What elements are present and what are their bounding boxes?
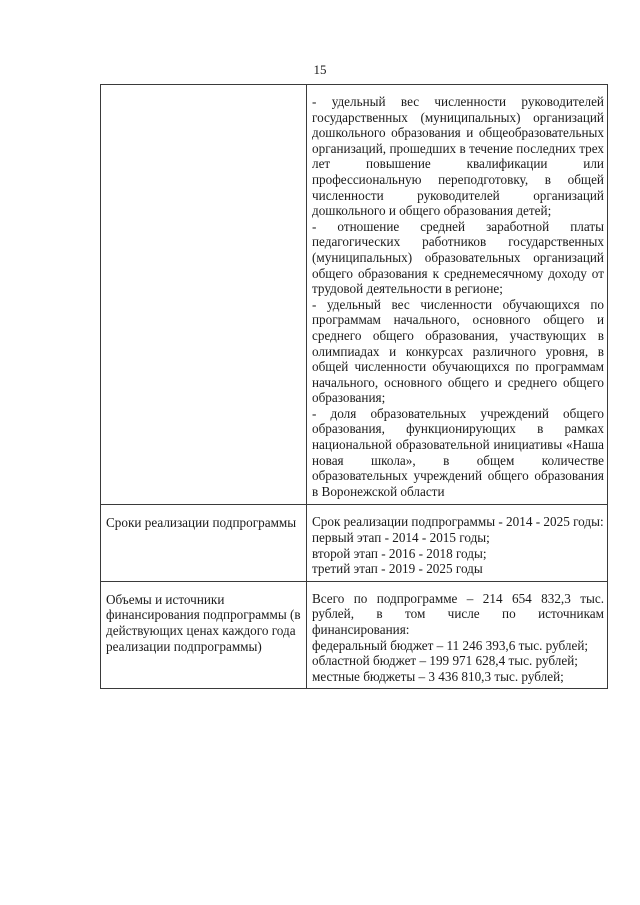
row-label-indicators (101, 85, 307, 505)
funding-paragraph: федеральный бюджет – 11 246 393,6 тыс. рублей; (312, 637, 589, 653)
timeline-paragraph: третий этап - 2019 - 2025 годы (312, 561, 483, 577)
table-row-indicators (101, 85, 608, 505)
funding-paragraph: областной бюджет – 199 971 628,4 тыс. рублей; (312, 653, 578, 669)
table-row-timeline (101, 505, 608, 581)
funding-paragraph: Всего по подпрограмме – 214 654 832,3 тыс. рублей, в том числе по источникам финансирования: (312, 590, 604, 637)
subprogram-passport-table (100, 84, 608, 689)
timeline-paragraph: Срок реализации подпрограммы - 2014 - 2025 годы: (312, 514, 604, 530)
row-content-funding (307, 581, 608, 689)
indicator-paragraph: - удельный вес численности руководителей государственных (муниципальных) организаций дошкольного образования и общеобразовательных организаций, прошедших в течение последних трех лет повышение квалификации или профессиональную переподготовку, в общей численности руководителей организаций дошкольного и общего образования детей; (312, 94, 604, 219)
table-row-funding (101, 581, 608, 689)
timeline-paragraph: первый этап - 2014 - 2015 годы; (312, 530, 490, 546)
row-content-timeline (307, 505, 608, 581)
row-label-funding: Объемы и источники финансирования подпрограммы (в действующих ценах каждого года реализации подпрограммы) (101, 581, 307, 689)
row-label-timeline: Сроки реализации подпрограммы (101, 505, 307, 581)
indicator-paragraph: - удельный вес численности обучающихся по программам начального, основного общего и среднего общего образования, участвующих в олимпиадах и конкурсах различного уровня, в общей численности обучающихся по программам начального, основного общего и среднего общего образования; (312, 296, 604, 406)
indicator-paragraph: - доля образовательных учреждений общего образования, функционирующих в рамках национальной образовательной инициативы «Наша новая школа», в общем количестве образовательных учреждений общего образования в Воронежской области (312, 405, 604, 499)
row-content-indicators (307, 85, 608, 505)
indicator-paragraph: - отношение средней заработной платы педагогических работников государственных (муниципальных) образовательных организаций общего образования к среднемесячному доходу от трудовой деятельности в регионе; (312, 218, 604, 297)
timeline-paragraph: второй этап - 2016 - 2018 годы; (312, 545, 487, 561)
page-number: 15 (313, 62, 327, 77)
funding-paragraph: местные бюджеты – 3 436 810,3 тыс. рублей; (312, 668, 564, 684)
